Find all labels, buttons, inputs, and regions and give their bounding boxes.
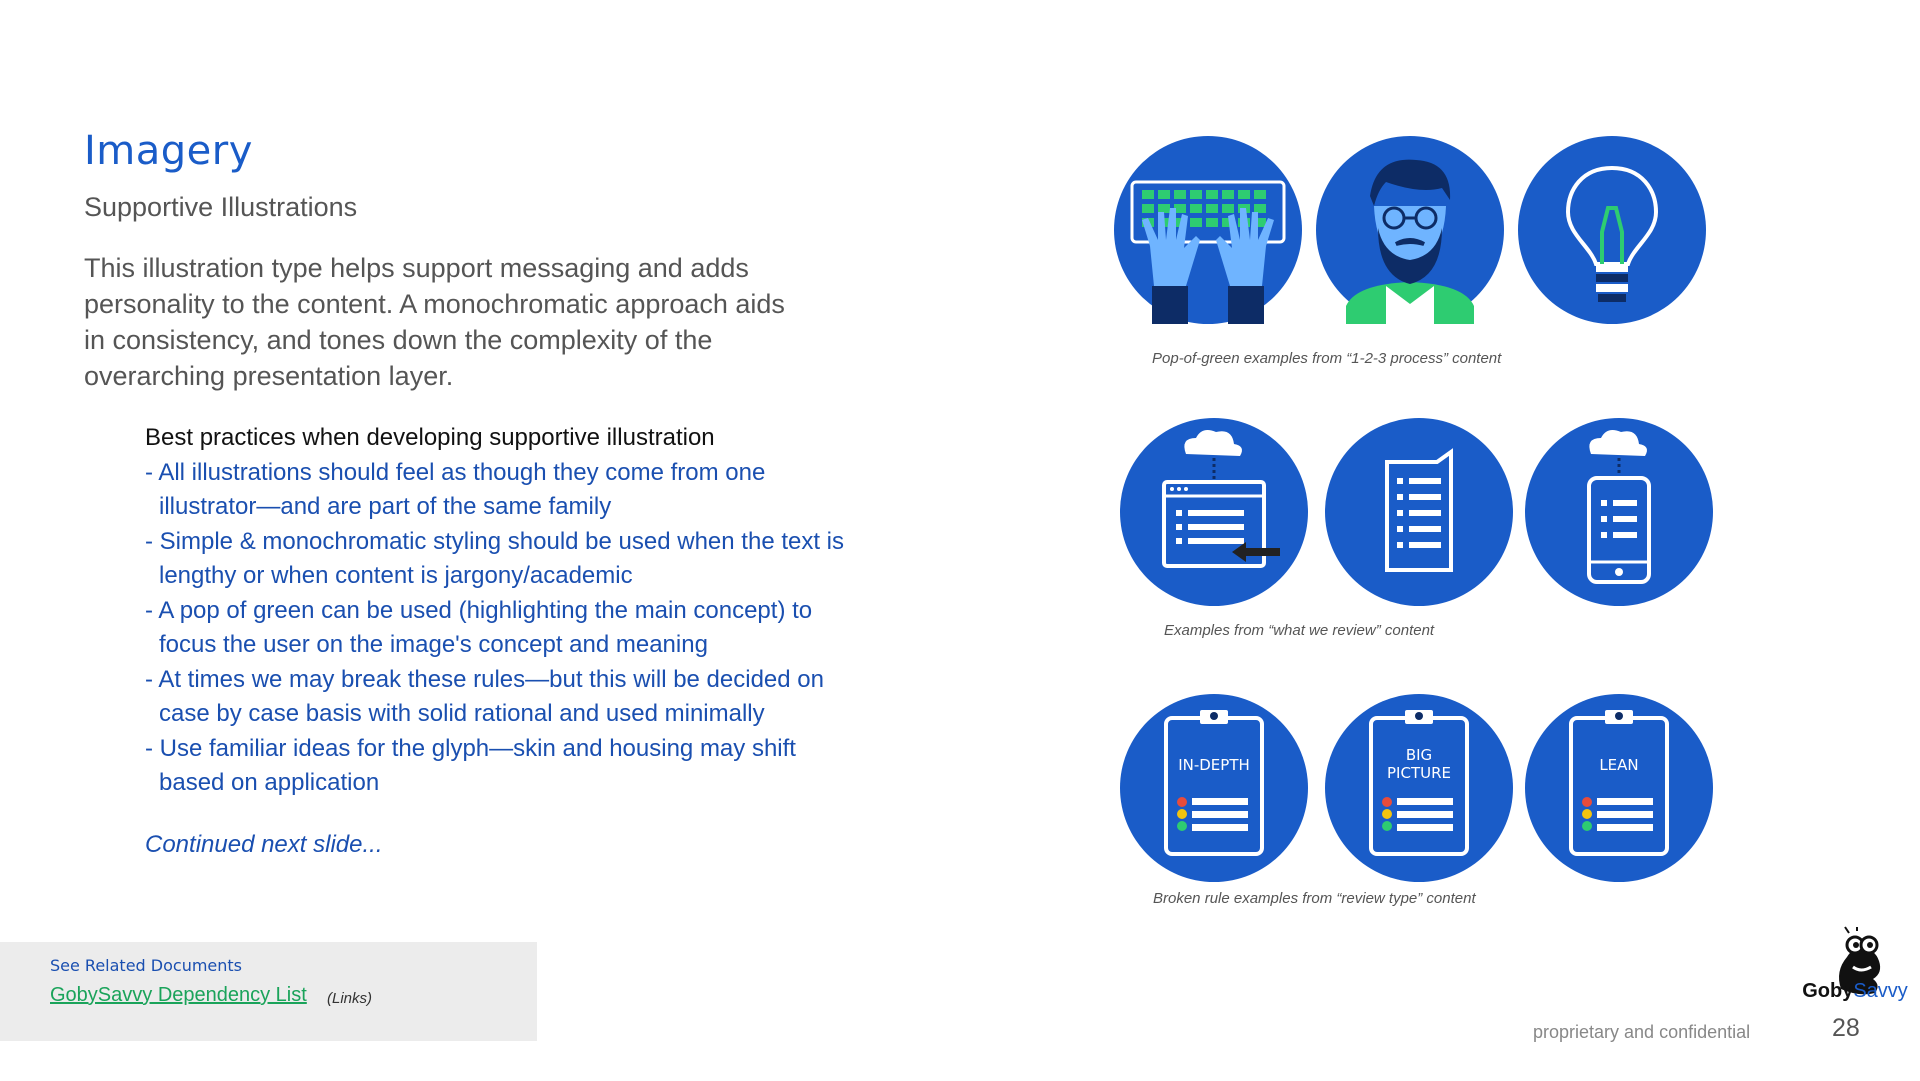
clipboard-big-picture-icon <box>1325 694 1513 882</box>
best-practices <box>145 421 845 801</box>
page-number: 28 <box>1832 1014 1860 1042</box>
best-practice-item: - A pop of green can be used (highlighting the main concept) to focus the user on the image's concept and meaning <box>145 596 813 658</box>
page-title: Imagery <box>84 128 253 174</box>
best-practices-heading: Best practices when developing supportive illustration <box>145 424 715 451</box>
keyboard-hands-icon <box>1114 136 1302 324</box>
best-practice-item: - At times we may break these rules—but this will be decided on case by case basis with solid rational and used minimally <box>145 665 824 727</box>
continued-note: Continued next slide... <box>145 831 383 858</box>
row2-caption: Examples from “what we review” content <box>1164 622 1435 639</box>
person-avatar-icon <box>1316 136 1504 324</box>
related-documents-label: See Related Documents <box>50 956 243 975</box>
logo-savvy: Savvy <box>1853 980 1908 1002</box>
mobile-phone-icon <box>1525 418 1713 606</box>
clipboard-label: BIG <box>1405 746 1433 764</box>
lightbulb-icon <box>1518 136 1706 324</box>
document-checklist-icon <box>1325 418 1513 606</box>
dependency-list-link[interactable]: GobySavvy Dependency List <box>50 984 307 1006</box>
best-practice-item: - Simple & monochromatic styling should be used when the text is lengthy or when content is jargony/academic <box>145 527 845 589</box>
row3-caption: Broken rule examples from “review type” content <box>1153 890 1476 907</box>
clipboard-label: LEAN <box>1599 756 1639 774</box>
clipboard-in-depth-icon <box>1120 694 1308 882</box>
logo-goby: Goby <box>1802 980 1854 1002</box>
browser-window-icon <box>1120 418 1308 606</box>
best-practice-item: - All illustrations should feel as though they come from one illustrator—and are part of the same family <box>145 458 766 520</box>
clipboard-label: IN-DEPTH <box>1178 756 1250 774</box>
logo-wordmark <box>1795 980 1915 1003</box>
related-documents-panel <box>0 942 537 1041</box>
page-subtitle: Supportive Illustrations <box>84 192 358 222</box>
intro-paragraph: This illustration type helps support messaging and adds personality to the content. A monochromatic approach aids in consistency, and tones down the complexity of the overarching presentation layer. <box>84 253 785 391</box>
row1-caption: Pop-of-green examples from “1-2-3 process” content <box>1152 350 1502 367</box>
clipboard-lean-icon <box>1525 694 1713 882</box>
best-practice-item: - Use familiar ideas for the glyph—skin and housing may shift based on application <box>145 734 796 796</box>
links-note: (Links) <box>327 990 373 1007</box>
confidential-note: proprietary and confidential <box>1533 1022 1751 1042</box>
clipboard-label: PICTURE <box>1387 764 1451 782</box>
